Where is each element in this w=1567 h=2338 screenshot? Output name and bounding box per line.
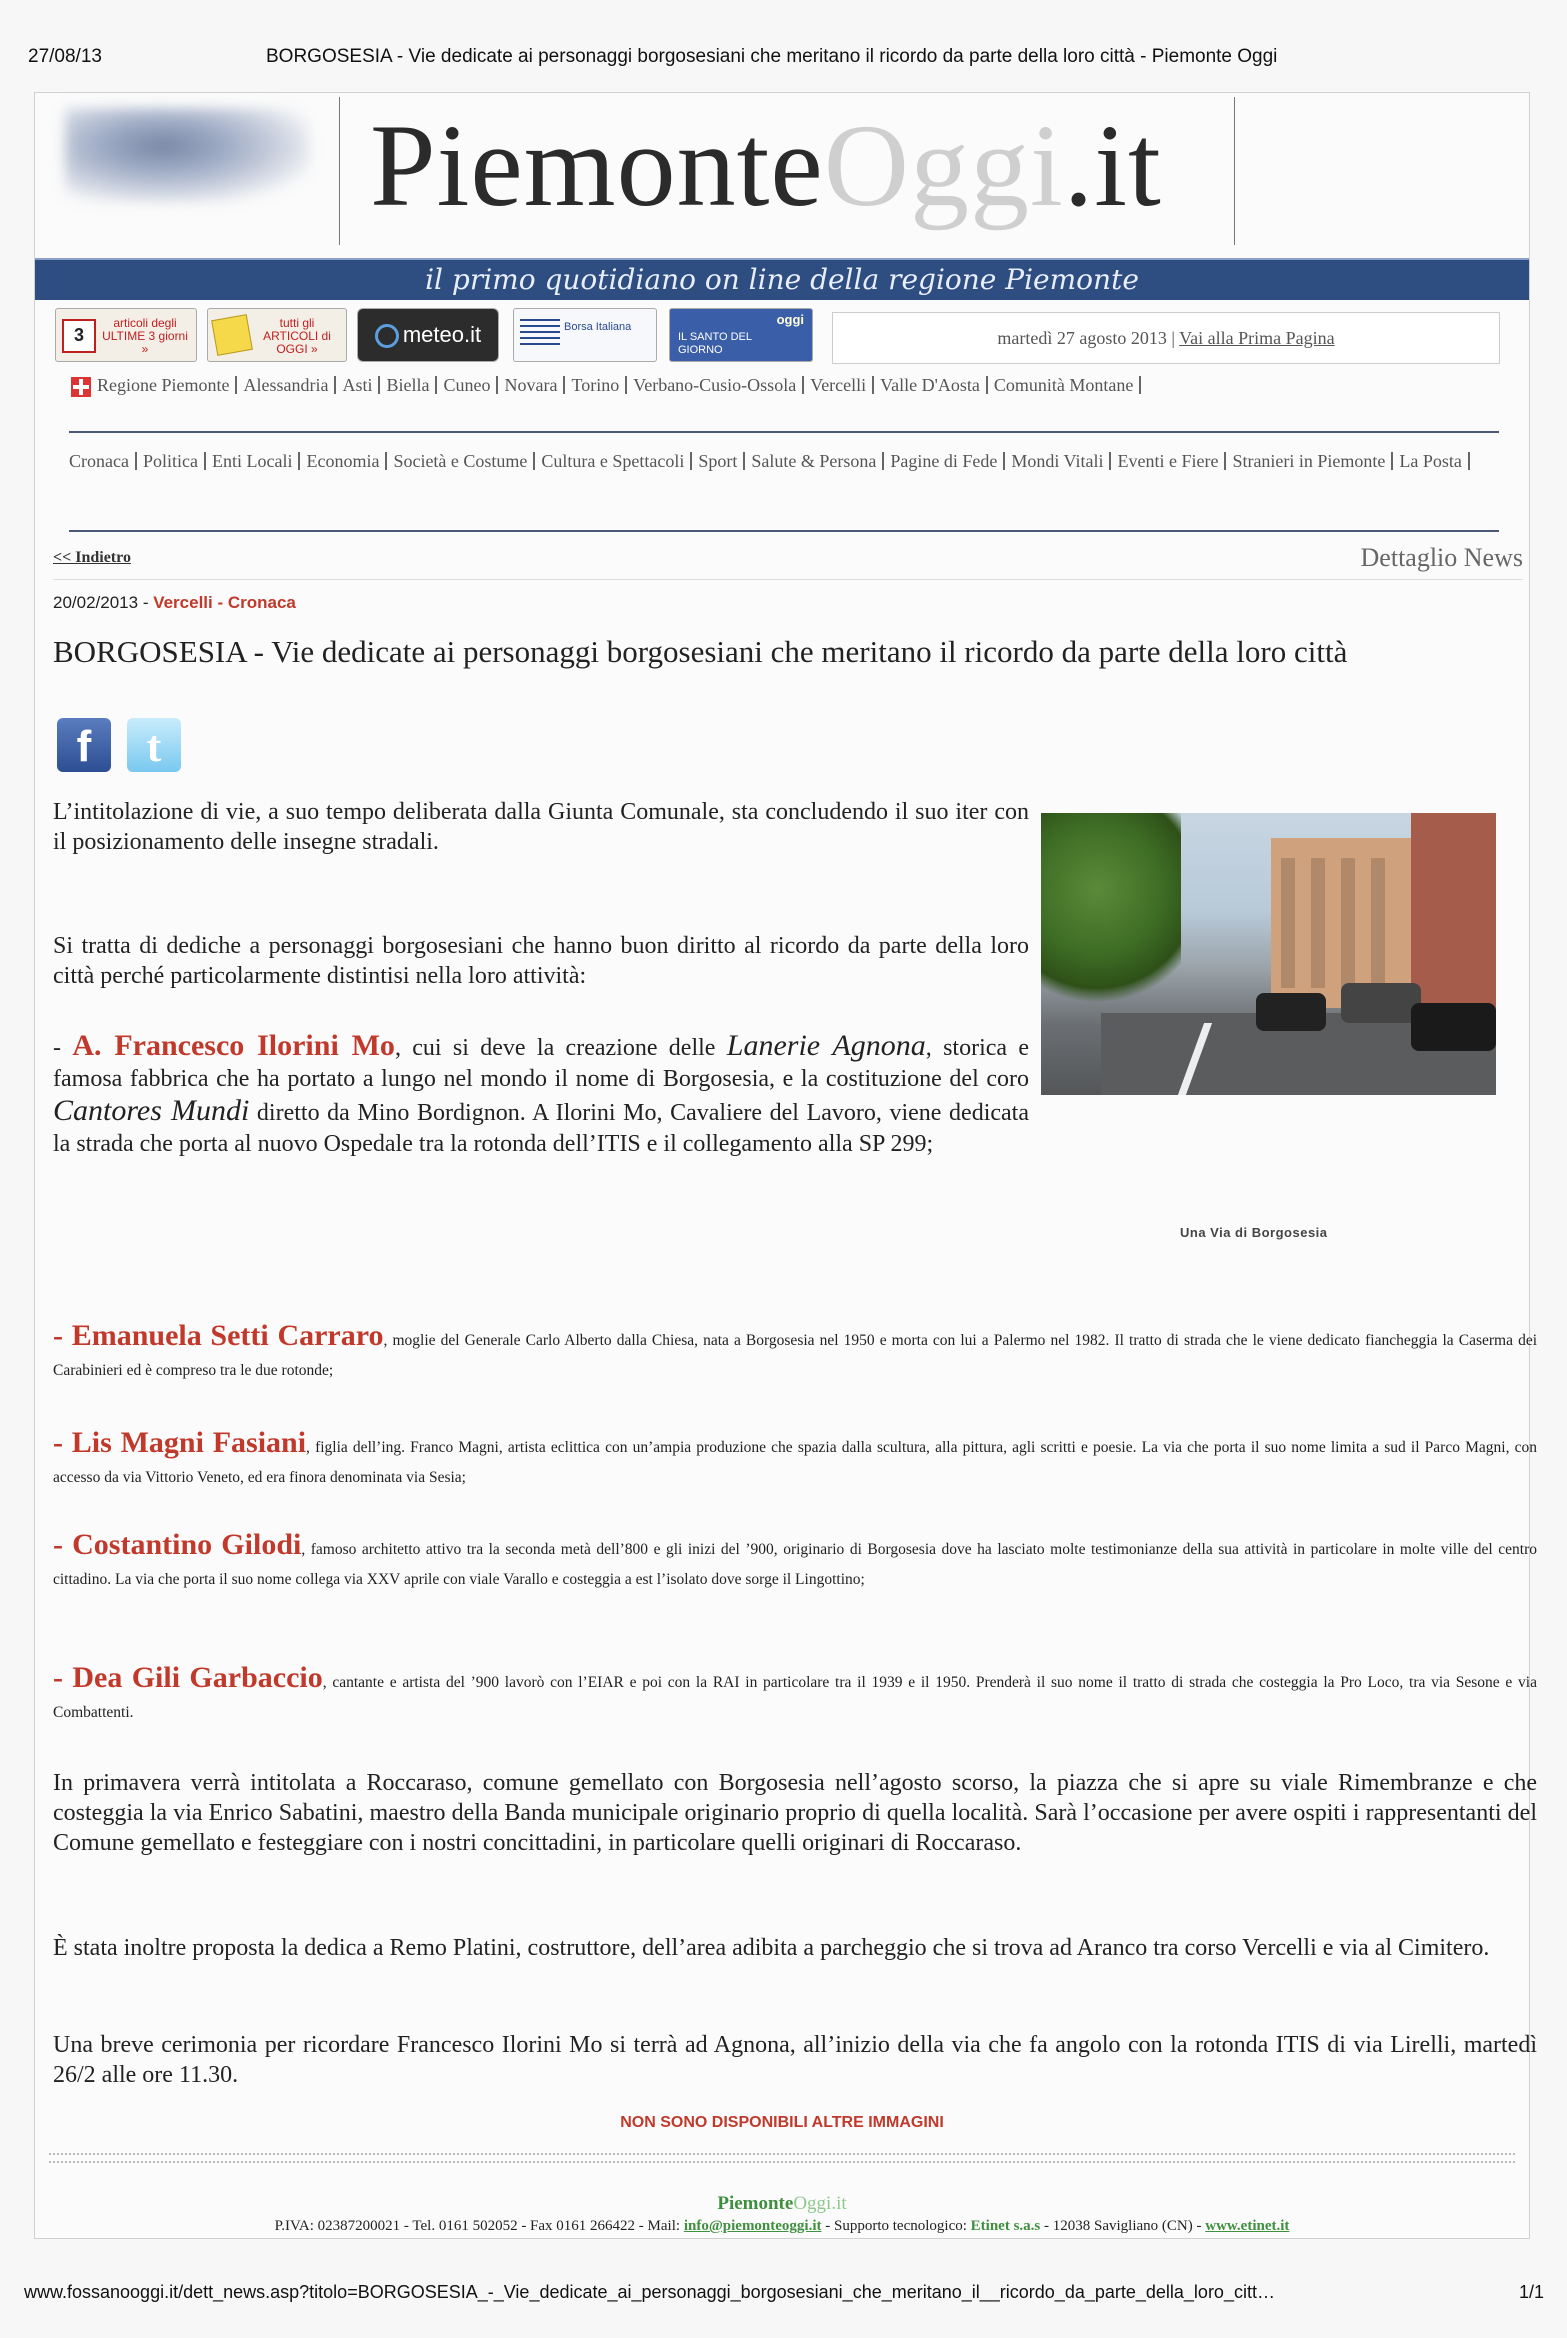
santo-label: IL SANTO DEL GIORNO xyxy=(678,331,752,356)
bullet-dash: - xyxy=(53,1661,73,1694)
logo-part-it: .it xyxy=(1063,100,1162,231)
nav-section-item-0[interactable]: Cronaca xyxy=(69,452,137,470)
current-date: martedì 27 agosto 2013 xyxy=(997,328,1167,348)
todays-articles-button[interactable] xyxy=(207,308,347,362)
piemonte-flag-icon xyxy=(71,377,91,397)
santo-badge: oggi xyxy=(776,312,804,327)
web-page xyxy=(34,92,1538,2239)
nav-region-item-2[interactable]: Asti xyxy=(336,376,380,394)
no-more-images: NON SONO DISPONIBILI ALTRE IMMAGINI xyxy=(620,2114,944,2131)
photo-building xyxy=(1411,813,1496,1013)
italic-name: Cantores Mundi xyxy=(53,1094,250,1127)
nav-section-item-5[interactable]: Cultura e Spettacoli xyxy=(535,452,692,470)
footer-divider xyxy=(49,2153,1515,2155)
twitter-icon[interactable]: t xyxy=(127,718,181,772)
facebook-icon[interactable]: f xyxy=(57,718,111,772)
article-photo[interactable] xyxy=(1041,813,1496,1095)
person-name: Lis Magni Fasiani xyxy=(71,1426,307,1459)
tagline: il primo quotidiano on line della regione Piemonte xyxy=(425,263,1139,296)
footer-logo-part: .it xyxy=(831,2193,847,2214)
text-fragment: , figlia dell’ing. Franco Magni, artista eclittica con un’ampia produzione che spazia dalla scultura, alla pittura, agli scritti e poesie. La via che porta il suo nome limita a sud il Parco Magni, con accesso da via Vittorio Veneto, ed era finora denominata via Sesia; xyxy=(53,1439,1537,1486)
etinet-name: Etinet s.a.s xyxy=(970,2218,1041,2234)
section-nav xyxy=(69,443,1489,479)
tagline-bar xyxy=(35,258,1529,300)
nav-section-item-2[interactable]: Enti Locali xyxy=(206,452,300,470)
logo-part-piemonte: Piemonte xyxy=(370,100,824,231)
paragraph-gili xyxy=(53,1663,1537,1728)
nav-section-item-6[interactable]: Sport xyxy=(692,452,745,470)
nav-section-item-11[interactable]: Stranieri in Piemonte xyxy=(1226,452,1393,470)
article-headline: BORGOSESIA - Vie dedicate ai personaggi borgosesiani che meritano il ricordo da parte della loro città xyxy=(53,634,1348,669)
paragraph-setti xyxy=(53,1321,1537,1386)
mail-link[interactable]: info@piemonteoggi.it xyxy=(683,2218,822,2234)
latest-articles-button[interactable] xyxy=(55,308,197,362)
nav-region-item-5[interactable]: Novara xyxy=(498,376,565,394)
logo-box xyxy=(339,97,1235,245)
paragraph-intro: L’intitolazione di vie, a suo tempo deliberata dalla Giunta Comunale, sta concludendo il suo iter con il posizionamento delle insegne stradali. xyxy=(53,799,1029,855)
photo-car xyxy=(1256,993,1326,1031)
nav-region-item-10[interactable]: Comunità Montane xyxy=(988,376,1141,394)
paragraph-roccaraso: In primavera verrà intitolata a Roccaraso, comune gemellato con Borgosesia nell’agosto scorso, la piazza che si apre su viale Rimembranze e che costeggia la via Enrico Sabatini, maestro della Banda municipale originario proprio di quella località. Sarà l’occasione per avere ospiti i rappresentanti del Comune gemellato e festeggiare con i nostri concittadini, in particolare quelli originari di Roccaraso. xyxy=(53,1770,1537,1856)
article-meta xyxy=(53,593,296,613)
nav-section-item-3[interactable]: Economia xyxy=(300,452,387,470)
nav-section-item-1[interactable]: Politica xyxy=(137,452,206,470)
print-date: 27/08/13 xyxy=(28,46,102,67)
paragraph-dediche: Si tratta di dediche a personaggi borgosesiani che hanno buon diritto al ricordo da parte della loro città perché particolarmente distintisi nella loro attività: xyxy=(53,933,1029,989)
section-divider xyxy=(53,579,1523,580)
meta-separator: - xyxy=(138,593,154,612)
text-fragment: diretto da Mino Bordignon. A Ilorini Mo, Cavaliere del Lavoro, viene dedicata la strada che porta al nuovo Ospedale tra la rotonda dell’ITIS e il collegamento alla SP 299; xyxy=(53,1100,1029,1157)
nav-section-item-8[interactable]: Pagine di Fede xyxy=(884,452,1005,470)
meteo-button[interactable] xyxy=(357,308,499,362)
widgets-row xyxy=(55,308,1515,368)
print-page-number: 1/1 xyxy=(1518,2282,1544,2302)
nav-region-item-3[interactable]: Biella xyxy=(380,376,437,394)
footer-divider xyxy=(49,2161,1515,2163)
photo-car xyxy=(1411,1003,1496,1051)
paragraph-ilorini xyxy=(53,1030,1029,1160)
bullet-dash: - xyxy=(53,1035,73,1061)
person-name: A. Francesco Ilorini Mo xyxy=(72,1029,395,1062)
site-logo[interactable] xyxy=(370,100,1162,231)
print-title: BORGOSESIA - Vie dedicate ai personaggi borgosesiani che meritano il ricordo da parte della loro città - Piemonte Oggi xyxy=(266,46,1278,67)
blurred-logo-image xyxy=(65,108,310,203)
nav-section-item-9[interactable]: Mondi Vitali xyxy=(1005,452,1111,470)
nav-divider-bottom xyxy=(69,530,1499,532)
nav-section-item-4[interactable]: Società e Costume xyxy=(387,452,535,470)
article-date: 20/02/2013 xyxy=(53,593,139,612)
section-title: Dettaglio News xyxy=(1360,543,1523,572)
etinet-link[interactable]: www.etinet.it xyxy=(1205,2218,1290,2234)
text-fragment: , moglie del Generale Carlo Alberto dalla Chiesa, nata a Borgosesia nel 1950 e morta con lui a Palermo nel 1982. Il tratto di strada che le viene dedicato fiancheggia la Caserma dei Carabinieri ed è compreso tra le due rotonde; xyxy=(53,1332,1538,1379)
paragraph-platini: È stata inoltre proposta la dedica a Remo Platini, costruttore, dell’area adibita a parcheggio che si trova ad Aranco tra corso Vercelli e via al Cimitero. xyxy=(53,1935,1490,1961)
calendar-icon: 3 xyxy=(62,319,96,353)
home-link[interactable]: Vai alla Prima Pagina xyxy=(1179,328,1335,348)
nav-divider-top xyxy=(69,431,1499,433)
borsa-icon xyxy=(520,319,560,349)
masthead xyxy=(35,93,1529,253)
paragraph-gilodi xyxy=(53,1530,1537,1595)
footer-logo xyxy=(35,2193,1529,2215)
text-fragment: , cui si deve la creazione delle xyxy=(394,1035,727,1061)
region-nav xyxy=(71,375,1491,409)
footer-text: - Supporto tecnologico: xyxy=(821,2218,971,2234)
borsa-button[interactable] xyxy=(513,308,657,362)
print-url: www.fossanooggi.it/dett_news.asp?titolo=BORGOSESIA_-_Vie_dedicate_ai_personaggi_borgosesiani_che_meritano_il__ricordo_da_parte_della_loro_citt… xyxy=(24,2282,1275,2302)
nav-section-item-10[interactable]: Eventi e Fiere xyxy=(1111,452,1226,470)
nav-region-item-1[interactable]: Alessandria xyxy=(237,376,336,394)
date-separator: | xyxy=(1166,328,1180,348)
note-icon xyxy=(211,314,253,356)
text-fragment: , cantante e artista del ’900 lavorò con l’EIAR e poi con la RAI in particolare tra il 1939 e il 1950. Prenderà il suo nome il tratto di strada che costeggia la Pro Loco, tra via Sesone e via Combattenti. xyxy=(53,1674,1537,1721)
bullet-dash: - xyxy=(53,1528,73,1561)
print-header xyxy=(28,46,1538,76)
paragraph-magni xyxy=(53,1428,1537,1493)
back-link[interactable]: << Indietro xyxy=(53,549,131,566)
nav-region-item-8[interactable]: Vercelli xyxy=(804,376,874,394)
text-fragment: , storica e famosa fabbrica che ha portato a lungo nel mondo il nome di Borgosesia, e la costituzione del coro xyxy=(53,1035,1030,1092)
santo-button[interactable] xyxy=(669,308,813,362)
footer-text: P.IVA: 02387200021 - Tel. 0161 502052 - Fax 0161 266422 - Mail: xyxy=(274,2218,684,2234)
nav-region-item-6[interactable]: Torino xyxy=(565,376,627,394)
date-bar xyxy=(832,312,1500,364)
photo-caption: Una Via di Borgosesia xyxy=(1180,1225,1328,1240)
bullet-dash: - xyxy=(53,1319,72,1352)
nav-region-item-9[interactable]: Valle D'Aosta xyxy=(874,376,988,394)
footer-logo-part: Oggi xyxy=(793,2193,832,2214)
nav-region-item-0[interactable]: Regione Piemonte xyxy=(97,376,237,394)
italic-name: Lanerie Agnona xyxy=(726,1029,926,1062)
footer-text: - 12038 Savigliano (CN) - xyxy=(1040,2218,1206,2234)
todays-articles-label: tutti gli ARTICOLI di OGGI » xyxy=(263,316,331,356)
nav-region-item-4[interactable]: Cuneo xyxy=(437,376,498,394)
nav-section-item-12[interactable]: La Posta xyxy=(1393,452,1470,470)
person-name: Dea Gili Garbaccio xyxy=(72,1661,323,1694)
print-footer xyxy=(24,2282,1544,2306)
footer-info xyxy=(35,2218,1529,2235)
text-fragment: , famoso architetto attivo tra la seconda metà dell’800 e gli inizi del ’900, originario di Borgosesia dove ha lasciato molte testimonianze della sua attività in particolare in molte ville del centro cittadino. La via che porta il suo nome collega via XXV aprile con viale Varallo e costeggia a est l’isolato dove sorge il Lingottino; xyxy=(53,1541,1537,1588)
bullet-dash: - xyxy=(53,1426,72,1459)
photo-trees xyxy=(1041,813,1181,1003)
latest-articles-label: articoli degli ULTIME 3 giorni » xyxy=(102,316,188,356)
borsa-label: Borsa Italiana xyxy=(564,321,632,333)
person-name: Costantino Gilodi xyxy=(72,1528,302,1561)
nav-section-item-7[interactable]: Salute & Persona xyxy=(745,452,884,470)
meteo-label: meteo.it xyxy=(402,322,482,347)
meteo-icon xyxy=(375,324,399,348)
logo-part-oggi: Oggi xyxy=(823,100,1064,231)
article-category[interactable]: Vercelli - Cronaca xyxy=(153,593,296,612)
photo-car xyxy=(1341,983,1421,1023)
paragraph-cerimonia: Una breve cerimonia per ricordare Francesco Ilorini Mo si terrà ad Agnona, all’inizio della via che fa angolo con la rotonda ITIS di via Lirelli, martedì 26/2 alle ore 11.30. xyxy=(53,2032,1537,2088)
person-name: Emanuela Setti Carraro xyxy=(71,1319,384,1352)
nav-region-item-7[interactable]: Verbano-Cusio-Ossola xyxy=(627,376,804,394)
footer-logo-part: Piemonte xyxy=(717,2193,794,2214)
